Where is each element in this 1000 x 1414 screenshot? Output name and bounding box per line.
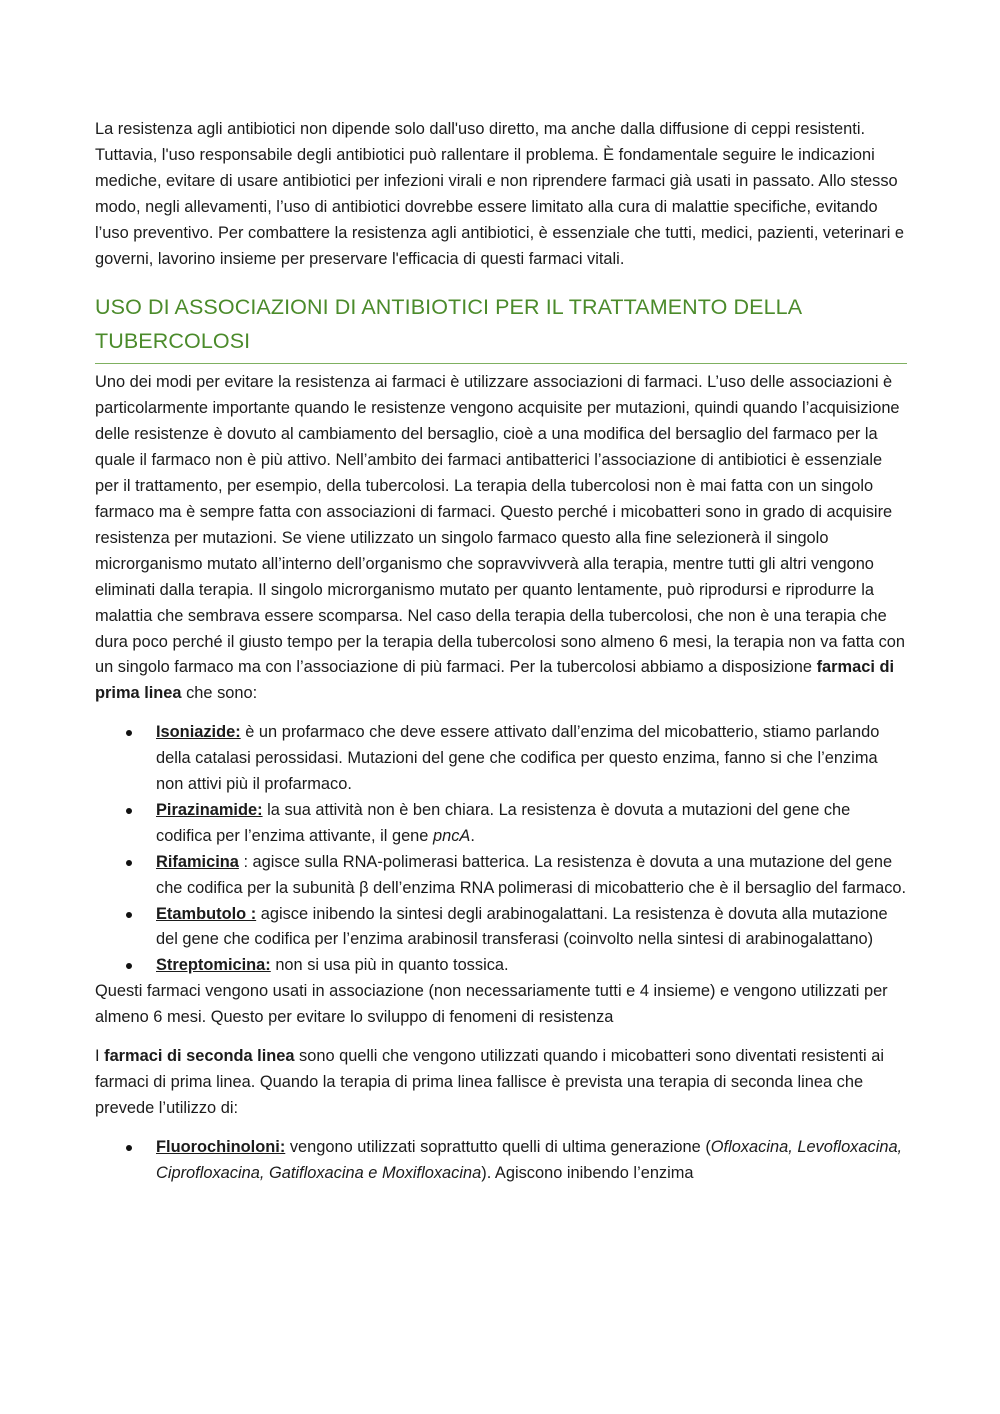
drug-description-tail: . — [470, 826, 475, 845]
drug-examples: Ofloxacina, Levofloxacina, Ciprofloxacina, Gatifloxacina e Moxifloxacina — [156, 1137, 903, 1182]
drug-description-tail: ). Agiscono inibendo l’enzima — [481, 1163, 694, 1182]
drug-description: : agisce sulla RNA-polimerasi batterica. La resistenza è dovuta a una mutazione del gene che codifica per la subunità β dell’enzima RNA polimerasi di micobatterio che è il bersaglio del farmaco. — [156, 852, 907, 897]
main-paragraph-bold: farmaci di prima linea — [95, 658, 895, 703]
main-paragraph-text: Uno dei modi per evitare la resistenza ai farmaci è utilizzare associazioni di farmaci. L’uso delle associazioni è particolarmente importante quando le resistenze vengono acquisite per mutazioni, quindi quando l’acquisizione delle resistenze è dovuto al cambiamento del bersaglio, cioè a una modifica del bersaglio del farmaco per la quale il farmaco non è più attivo. Nell’ambito dei farmaci antibatterici l’associazione di antibiotici è essenziale per il trattamento, per esempio, della tubercolosi. La terapia della tubercolosi non è mai fatta con un singolo farmaco ma è sempre fatta con associazioni di farmaci. Questo perché i micobatteri sono in grado di acquisire resistenza per mutazioni. Se viene utilizzato un singolo farmaco questo alla fine selezionerà il singolo microrganismo mutato all’interno dell’organismo che sopravvivverà alla terapia, mentre tutti gli altri vengono eliminati dalla terapia. Il singolo microrganismo mutato per quanto lentamente, può riprodursi e riprodurre la malattia che sembrava essere scomparsa. Nel caso della terapia della tubercolosi, che non è una terapia che dura poco perché il giusto tempo per la terapia della tubercolosi sono almeno 6 mesi, la terapia non va fatta con un singolo farmaco ma con l’associazione di più farmaci. Per la tubercolosi abbiamo a disposizione — [95, 373, 906, 677]
main-paragraph — [95, 370, 907, 707]
list-item-streptomicina — [156, 953, 907, 979]
first-line-drug-list — [95, 720, 907, 979]
after-list-paragraph: Questi farmaci vengono usati in associazione (non necessariamente tutti e 4 insieme) e vengono utilizzati per almeno 6 mesi. Questo per evitare lo sviluppo di fenomeni di resistenza — [95, 982, 888, 1027]
intro-paragraph: La resistenza agli antibiotici non dipende solo dall'uso diretto, ma anche dalla diffusione di ceppi resistenti. Tuttavia, l'uso responsabile degli antibiotici può rallentare il problema. È fondamentale seguire le indicazioni mediche, evitare di usare antibiotici per infezioni virali e non riprendere farmaci già usati in passato. Allo stesso modo, negli allevamenti, l’uso di antibiotici dovrebbe essere limitato alla cura di malattie specifiche, evitando l’uso preventivo. Per combattere la resistenza agli antibiotici, è essenziale che tutti, medici, pazienti, veterinari e governi, lavorino insieme per preservare l'efficacia di questi farmaci vitali. — [95, 120, 905, 268]
drug-term: Rifamicina — [156, 852, 239, 871]
list-item-pirazinamide — [156, 798, 907, 850]
drug-description: agisce inibendo la sintesi degli arabinogalattani. La resistenza è dovuta alla mutazione del gene che codifica per l’enzima arabinosil transferasi (coinvolto nella sintesi di arabinogalattano) — [156, 904, 888, 949]
drug-description: vengono utilizzati soprattutto quelli di ultima generazione ( — [285, 1137, 711, 1156]
second-line-paragraph — [95, 1044, 907, 1122]
gene-name: pncA — [432, 826, 471, 845]
second-line-bold: farmaci di seconda linea — [104, 1047, 295, 1066]
list-item-isoniazide — [156, 720, 907, 798]
list-item-fluorochinoloni — [156, 1135, 907, 1187]
second-line-text: sono quelli che vengono utilizzati quando i micobatteri sono diventati resistenti ai farmaci di prima linea. Quando la terapia di prima linea fallisce è prevista una terapia di seconda linea che prevede l’utilizzo di: — [95, 1047, 885, 1117]
drug-term: Isoniazide: — [156, 723, 241, 742]
drug-term: Fluorochinoloni: — [156, 1137, 286, 1156]
drug-term: Pirazinamide: — [156, 800, 263, 819]
drug-term: Streptomicina: — [156, 956, 271, 975]
main-paragraph-tail: che sono: — [181, 684, 258, 703]
list-item-etambutolo — [156, 902, 907, 954]
document-page — [95, 117, 907, 1187]
second-line-drug-list — [95, 1135, 907, 1187]
drug-description: è un profarmaco che deve essere attivato dall’enzima del micobatterio, stiamo parlando della catalasi perossidasi. Mutazioni del gene che codifica per questo enzima, fanno si che l’enzima non attivi più il profarmaco. — [156, 723, 880, 794]
drug-description: non si usa più in quanto tossica. — [270, 956, 509, 975]
drug-description: la sua attività non è ben chiara. La resistenza è dovuta a mutazioni del gene che codifica per l’enzima attivante, il gene — [156, 800, 851, 845]
drug-term: Etambutolo : — [156, 904, 257, 923]
list-item-rifamicina — [156, 850, 907, 902]
section-heading: USO DI ASSOCIAZIONI DI ANTIBIOTICI PER IL TRATTAMENTO DELLA TUBERCOLOSI — [95, 290, 907, 364]
second-line-lead: I — [95, 1047, 105, 1066]
